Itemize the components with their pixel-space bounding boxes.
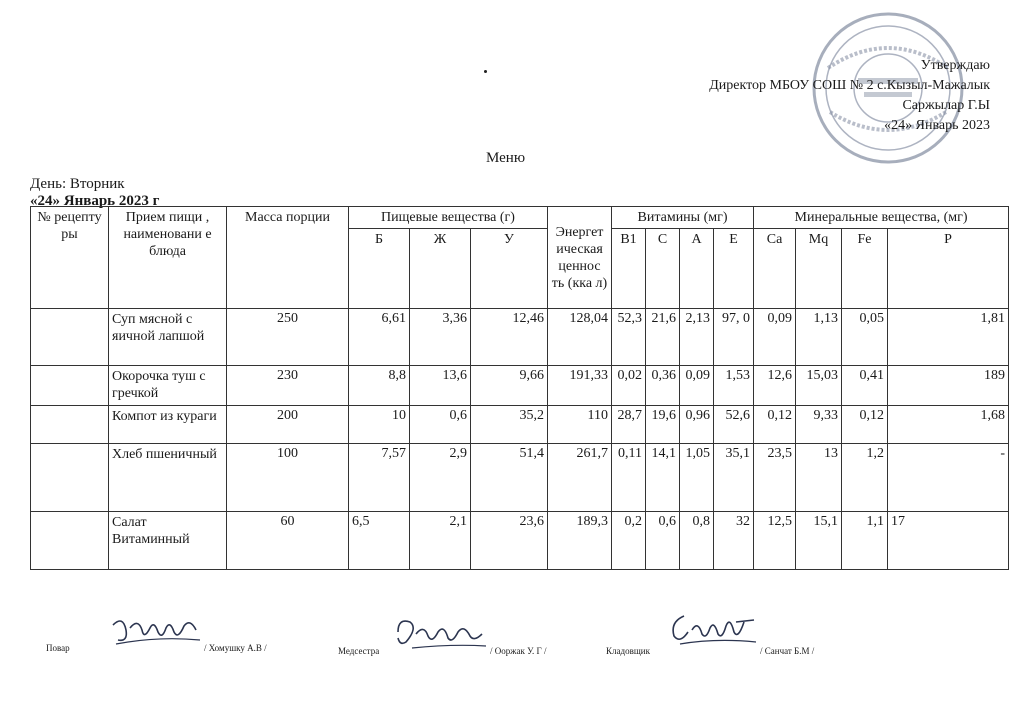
cell-e: 97, 0	[714, 309, 754, 366]
table-row	[31, 366, 1009, 406]
cell-energy: 128,04	[548, 309, 612, 366]
document-title: Меню	[486, 150, 526, 166]
storekeeper-name: / Санчат Б.М /	[760, 646, 815, 656]
cell-fe: 0,12	[842, 406, 888, 444]
cell-no	[31, 366, 109, 406]
header-energy: Энергет ическая ценнос ть (кка л)	[548, 207, 612, 309]
table-header-row	[31, 207, 1009, 229]
cell-p: -	[888, 444, 1009, 512]
cell-portion: 100	[227, 444, 349, 512]
nurse-signature	[392, 612, 487, 657]
cell-p: 17	[888, 512, 1009, 570]
header-portion: Масса порции	[227, 207, 349, 309]
cell-b: 8,8	[349, 366, 410, 406]
cell-zh: 3,36	[410, 309, 471, 366]
cell-portion: 200	[227, 406, 349, 444]
cell-no	[31, 309, 109, 366]
cell-energy: 191,33	[548, 366, 612, 406]
cell-zh: 2,1	[410, 512, 471, 570]
storekeeper-label: Кладовщик	[606, 646, 650, 656]
cell-dish: Окорочка туш с гречкой	[109, 366, 227, 406]
cell-dish: Компот из кураги	[109, 406, 227, 444]
subheader-c: C	[646, 229, 680, 309]
cell-u: 12,46	[471, 309, 548, 366]
date-label: «24» Январь 2023 г	[30, 193, 160, 209]
cell-energy: 110	[548, 406, 612, 444]
cell-mq: 15,1	[796, 512, 842, 570]
cell-b1: 0,02	[612, 366, 646, 406]
subheader-ca: Ca	[754, 229, 796, 309]
cell-p: 189	[888, 366, 1009, 406]
header-meal: Прием пищи , наименовани е блюда	[109, 207, 227, 309]
header-nutrients: Пищевые вещества (г)	[349, 207, 548, 229]
cook-name: / Хомушку А.В /	[204, 643, 267, 653]
cell-b1: 0,11	[612, 444, 646, 512]
cell-mq: 1,13	[796, 309, 842, 366]
cell-u: 23,6	[471, 512, 548, 570]
cell-dish: Хлеб пшеничный	[109, 444, 227, 512]
cell-a: 1,05	[680, 444, 714, 512]
cell-dish: Салат Витаминный	[109, 512, 227, 570]
approval-line-4: «24» Январь 2023	[884, 118, 990, 133]
cell-p: 1,81	[888, 309, 1009, 366]
cell-zh: 2,9	[410, 444, 471, 512]
cell-c: 0,6	[646, 512, 680, 570]
cell-p: 1,68	[888, 406, 1009, 444]
cell-energy: 189,3	[548, 512, 612, 570]
subheader-fe: Fe	[842, 229, 888, 309]
cell-dish: Суп мясной с яичной лапшой	[109, 309, 227, 366]
cell-c: 19,6	[646, 406, 680, 444]
cell-b1: 28,7	[612, 406, 646, 444]
cook-signature	[108, 610, 203, 655]
cell-e: 1,53	[714, 366, 754, 406]
cell-portion: 230	[227, 366, 349, 406]
subheader-zh: Ж	[410, 229, 471, 309]
cell-ca: 23,5	[754, 444, 796, 512]
cell-b1: 0,2	[612, 512, 646, 570]
table-row	[31, 309, 1009, 366]
cell-fe: 1,2	[842, 444, 888, 512]
cell-a: 0,8	[680, 512, 714, 570]
cell-no	[31, 512, 109, 570]
day-label: День: Вторник	[30, 176, 125, 192]
cell-a: 2,13	[680, 309, 714, 366]
header-minerals: Минеральные вещества, (мг)	[754, 207, 1009, 229]
cell-no	[31, 406, 109, 444]
cell-e: 32	[714, 512, 754, 570]
cell-ca: 12,6	[754, 366, 796, 406]
cell-c: 14,1	[646, 444, 680, 512]
table-row	[31, 444, 1009, 512]
cook-label: Повар	[46, 643, 70, 653]
approval-block	[600, 56, 990, 136]
approval-line-2: Директор МБОУ СОШ № 2 с.Кызыл-Мажалык	[709, 78, 990, 93]
cell-energy: 261,7	[548, 444, 612, 512]
cell-mq: 15,03	[796, 366, 842, 406]
menu-table	[30, 206, 1009, 570]
cell-a: 0,96	[680, 406, 714, 444]
nurse-label: Медсестра	[338, 646, 380, 656]
cell-c: 21,6	[646, 309, 680, 366]
cell-c: 0,36	[646, 366, 680, 406]
cell-ca: 0,09	[754, 309, 796, 366]
cell-b: 6,61	[349, 309, 410, 366]
cell-b: 7,57	[349, 444, 410, 512]
cell-b1: 52,3	[612, 309, 646, 366]
cell-fe: 0,41	[842, 366, 888, 406]
cell-ca: 0,12	[754, 406, 796, 444]
cell-fe: 0,05	[842, 309, 888, 366]
cell-no	[31, 444, 109, 512]
nurse-name: / Ооржак У. Г /	[490, 646, 547, 656]
cell-u: 35,2	[471, 406, 548, 444]
cell-b: 6,5	[349, 512, 410, 570]
cell-portion: 60	[227, 512, 349, 570]
header-vitamins: Витамины (мг)	[612, 207, 754, 229]
cell-u: 51,4	[471, 444, 548, 512]
subheader-b1: B1	[612, 229, 646, 309]
table-row	[31, 512, 1009, 570]
subheader-a: A	[680, 229, 714, 309]
cell-mq: 9,33	[796, 406, 842, 444]
cell-e: 35,1	[714, 444, 754, 512]
cell-fe: 1,1	[842, 512, 888, 570]
approval-line-3: Саржылар Г.Ы	[902, 98, 990, 113]
cell-portion: 250	[227, 309, 349, 366]
header-recipe-no: № рецепту ры	[31, 207, 109, 309]
storekeeper-signature	[666, 608, 761, 653]
cell-a: 0,09	[680, 366, 714, 406]
cell-mq: 13	[796, 444, 842, 512]
cell-e: 52,6	[714, 406, 754, 444]
ink-dot	[484, 70, 487, 73]
cell-zh: 13,6	[410, 366, 471, 406]
approval-line-1: Утверждаю	[920, 58, 990, 73]
table-row	[31, 406, 1009, 444]
cell-zh: 0,6	[410, 406, 471, 444]
cell-u: 9,66	[471, 366, 548, 406]
subheader-mq: Mq	[796, 229, 842, 309]
cell-ca: 12,5	[754, 512, 796, 570]
cell-b: 10	[349, 406, 410, 444]
subheader-u: У	[471, 229, 548, 309]
subheader-p: P	[888, 229, 1009, 309]
subheader-b: Б	[349, 229, 410, 309]
subheader-e: E	[714, 229, 754, 309]
